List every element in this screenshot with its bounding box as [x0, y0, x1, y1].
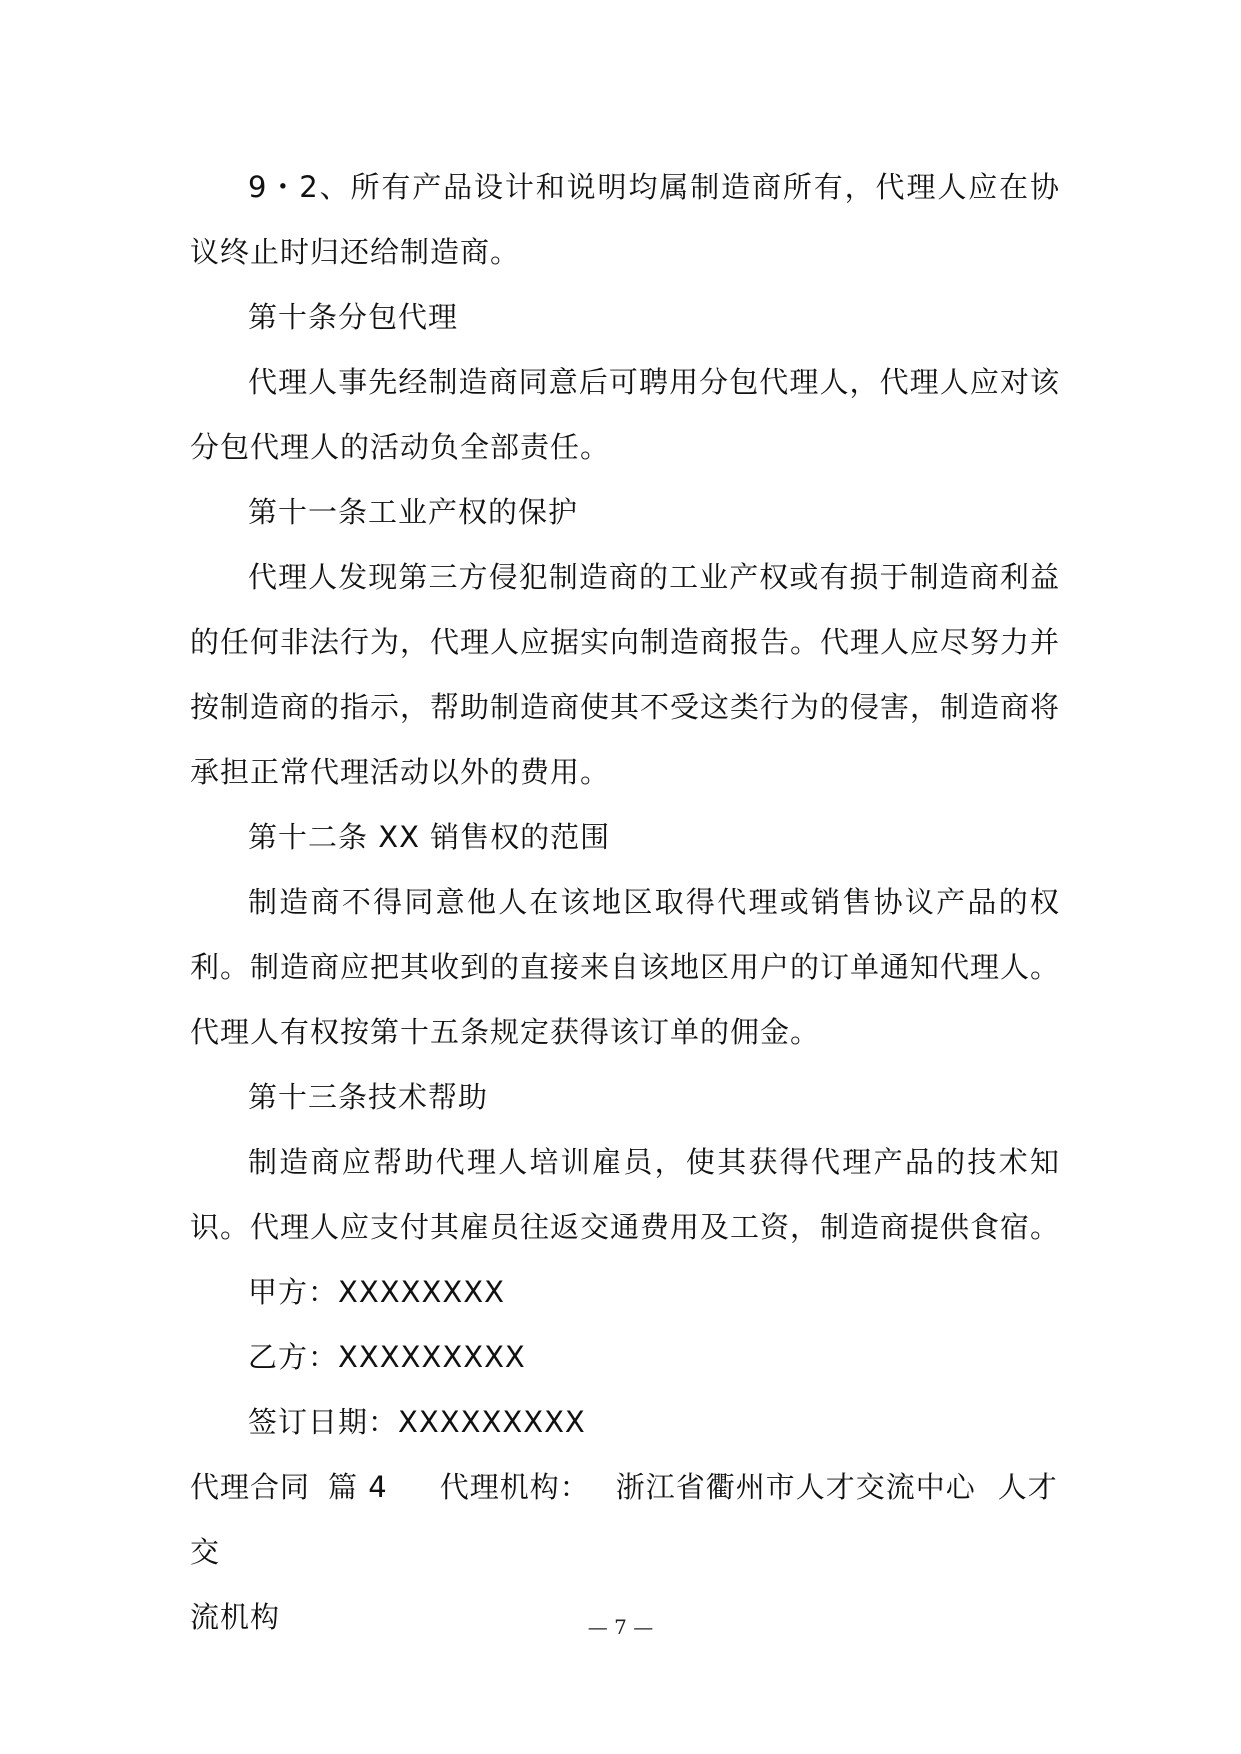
party-a-signature: 甲方：XXXXXXXX	[248, 1275, 505, 1309]
page-number: — 7 —	[587, 1615, 654, 1639]
paragraph-article-12: 制造商不得同意他人在该地区取得代理或销售协议产品的权利。制造商应把其收到的直接来自该地区用户的订单通知代理人。代理人有权按第十五条规定获得该订单的佣金。	[190, 885, 1061, 1049]
heading-article-10: 第十条分包代理	[248, 300, 459, 334]
paragraph-article-11: 代理人发现第三方侵犯制造商的工业产权或有损于制造商利益的任何非法行为，代理人应据实向制造商报告。代理人应尽努力并按制造商的指示，帮助制造商使其不受这类行为的侵害，制造商将承担正常代理活动以外的费用。	[190, 560, 1061, 789]
heading-article-11: 第十一条工业产权的保护	[248, 495, 579, 529]
agency-label: 代理机构：	[439, 1470, 590, 1504]
agency-name: 浙江省衢州市人才交流中心	[615, 1470, 976, 1504]
paragraph-9-2: 9・2、所有产品设计和说明均属制造商所有，代理人应在协议终止时归还给制造商。	[190, 170, 1060, 269]
agency-category-line1: 人才交	[190, 1470, 1058, 1569]
section-title: 代理合同	[190, 1470, 311, 1504]
party-b-signature: 乙方：XXXXXXXXX	[248, 1340, 526, 1374]
heading-article-12: 第十二条 XX 销售权的范围	[248, 820, 611, 854]
agency-category-line2: 流机构	[190, 1600, 281, 1634]
signing-date: 签订日期：XXXXXXXXX	[248, 1405, 586, 1439]
next-section-line	[190, 1455, 1060, 1585]
paragraph-article-10: 代理人事先经制造商同意后可聘用分包代理人，代理人应对该分包代理人的活动负全部责任。	[190, 365, 1060, 464]
section-part: 篇 4	[328, 1470, 388, 1504]
paragraph-article-13: 制造商应帮助代理人培训雇员，使其获得代理产品的技术知识。代理人应支付其雇员往返交通费用及工资，制造商提供食宿。	[190, 1145, 1061, 1244]
heading-article-13: 第十三条技术帮助	[248, 1080, 489, 1114]
document-body	[190, 155, 1060, 1650]
